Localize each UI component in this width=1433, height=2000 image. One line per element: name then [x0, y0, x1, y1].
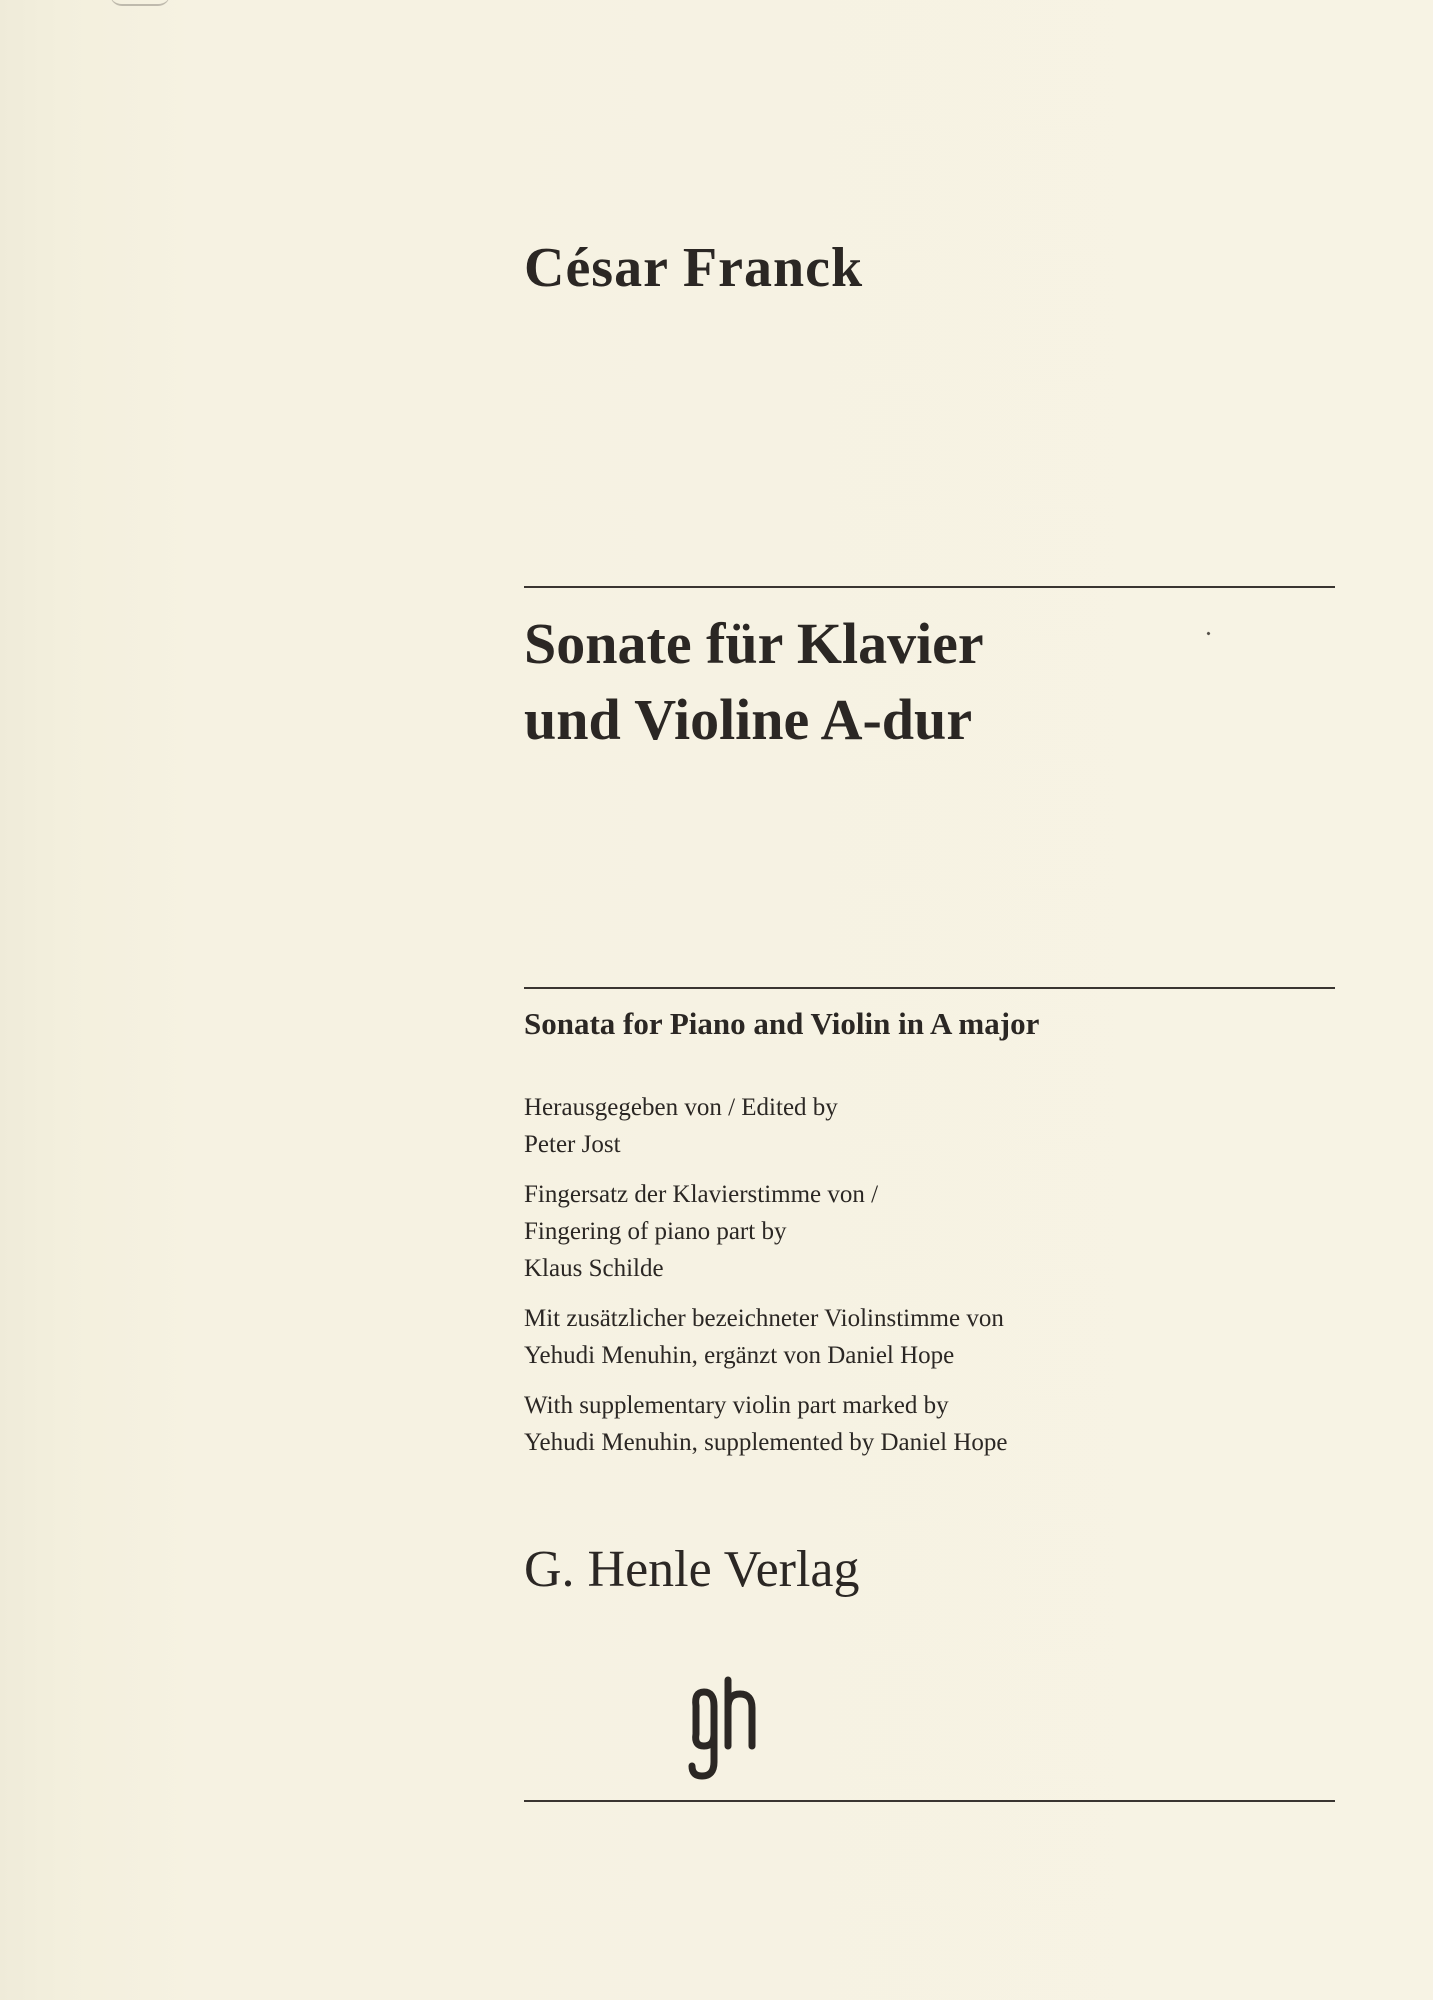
divider-middle [524, 987, 1335, 989]
credit-line: With supplementary violin part marked by [524, 1392, 949, 1419]
credit-editor [524, 1089, 1008, 1163]
divider-bottom [524, 1800, 1335, 1802]
credit-line: Fingersatz der Klavierstimme von / [524, 1181, 879, 1208]
title-german [524, 606, 984, 758]
credit-fingering [524, 1176, 1008, 1287]
credit-line: Yehudi Menuhin, supplemented by Daniel Hope [524, 1429, 1008, 1456]
paper-speck [1206, 631, 1210, 635]
title-english: Sonata for Piano and Violin in A major [524, 1006, 1040, 1041]
credit-line: Herausgegeben von / Edited by [524, 1094, 838, 1121]
composer-name: César Franck [524, 237, 864, 299]
credit-line: Klaus Schilde [524, 1255, 664, 1282]
divider-top [524, 586, 1335, 588]
henle-logo-icon [684, 1676, 764, 1782]
title-german-line-2: und Violine A-dur [524, 687, 973, 752]
title-german-line-1: Sonate für Klavier [524, 611, 984, 676]
credit-line: Peter Jost [524, 1131, 621, 1158]
credits [524, 1089, 1008, 1474]
credit-line: Mit zusätzlicher bezeichneter Violinstimme von [524, 1305, 1004, 1332]
credit-violin-en [524, 1387, 1008, 1461]
credit-line: Yehudi Menuhin, ergänzt von Daniel Hope [524, 1342, 955, 1369]
corner-mark [110, 0, 170, 6]
credit-line: Fingering of piano part by [524, 1218, 787, 1245]
henle-logo [684, 1676, 764, 1782]
credit-violin-de [524, 1300, 1008, 1374]
publisher-name: G. Henle Verlag [524, 1541, 860, 1598]
